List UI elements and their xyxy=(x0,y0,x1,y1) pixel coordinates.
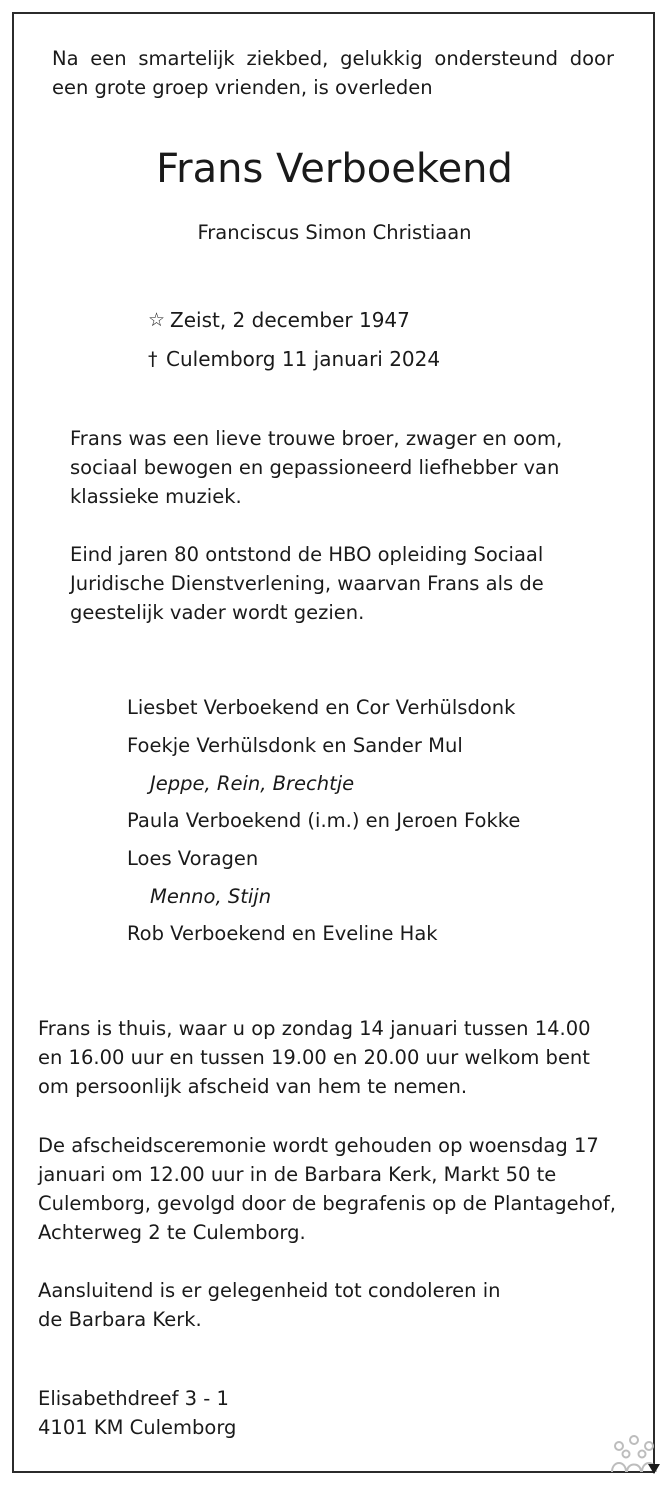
cross-icon: † xyxy=(148,348,158,370)
star-icon: ☆ xyxy=(148,309,166,331)
deceased-full-name: Franciscus Simon Christiaan xyxy=(197,221,472,244)
family-children: Menno, Stijn xyxy=(150,885,272,908)
paragraph: Eind jaren 80 ontstond de HBO opleiding Sociaal Juridische Dienstverlening, waarvan Frans als de geestelijk vader wordt gezien. xyxy=(70,543,544,624)
family-line: Rob Verboekend en Eveline Hak xyxy=(127,922,438,945)
family-line: Liesbet Verboekend en Cor Verhülsdonk xyxy=(127,696,516,719)
family-children: Jeppe, Rein, Brechtje xyxy=(150,772,355,795)
family-line: Paula Verboekend (i.m.) en Jeroen Fokke xyxy=(127,809,521,832)
address-city: 4101 KM Culemborg xyxy=(38,1416,237,1439)
family-line: Loes Voragen xyxy=(127,847,259,870)
death-row xyxy=(148,345,440,374)
address-street: Elisabethdreef 3 - 1 xyxy=(38,1387,229,1410)
intro-text: Na een smartelijk ziekbed, gelukkig ondersteund door een grote groep vrienden, is overleden xyxy=(52,47,614,99)
death-text: Culemborg 11 januari 2024 xyxy=(166,347,441,371)
paragraph: Frans was een lieve trouwe broer, zwager en oom, sociaal bewogen en gepassioneerd liefhebber van klassieke muziek. xyxy=(70,427,563,508)
detail-paragraph: De afscheidsceremonie wordt gehouden op woensdag 17 januari om 12.00 uur in de Barbara Kerk, Markt 50 te Culemborg, gevolgd door de begrafenis op de Plantagehof, Achterweg 2 te Culemborg. xyxy=(38,1134,616,1244)
detail-paragraph: Frans is thuis, waar u op zondag 14 januari tussen 14.00 en 16.00 uur en tussen 19.00 en 20.00 uur welkom bent om persoonlijk afscheid van hem te nemen. xyxy=(38,1017,591,1098)
family-line: Foekje Verhülsdonk en Sander Mul xyxy=(127,734,463,757)
people-group-icon xyxy=(608,1434,660,1480)
birth-text: Zeist, 2 december 1947 xyxy=(170,308,410,332)
deceased-name: Frans Verboekend xyxy=(156,146,513,192)
detail-paragraph: Aansluitend is er gelegenheid tot condoleren in de Barbara Kerk. xyxy=(38,1279,501,1331)
birth-row xyxy=(148,306,410,335)
